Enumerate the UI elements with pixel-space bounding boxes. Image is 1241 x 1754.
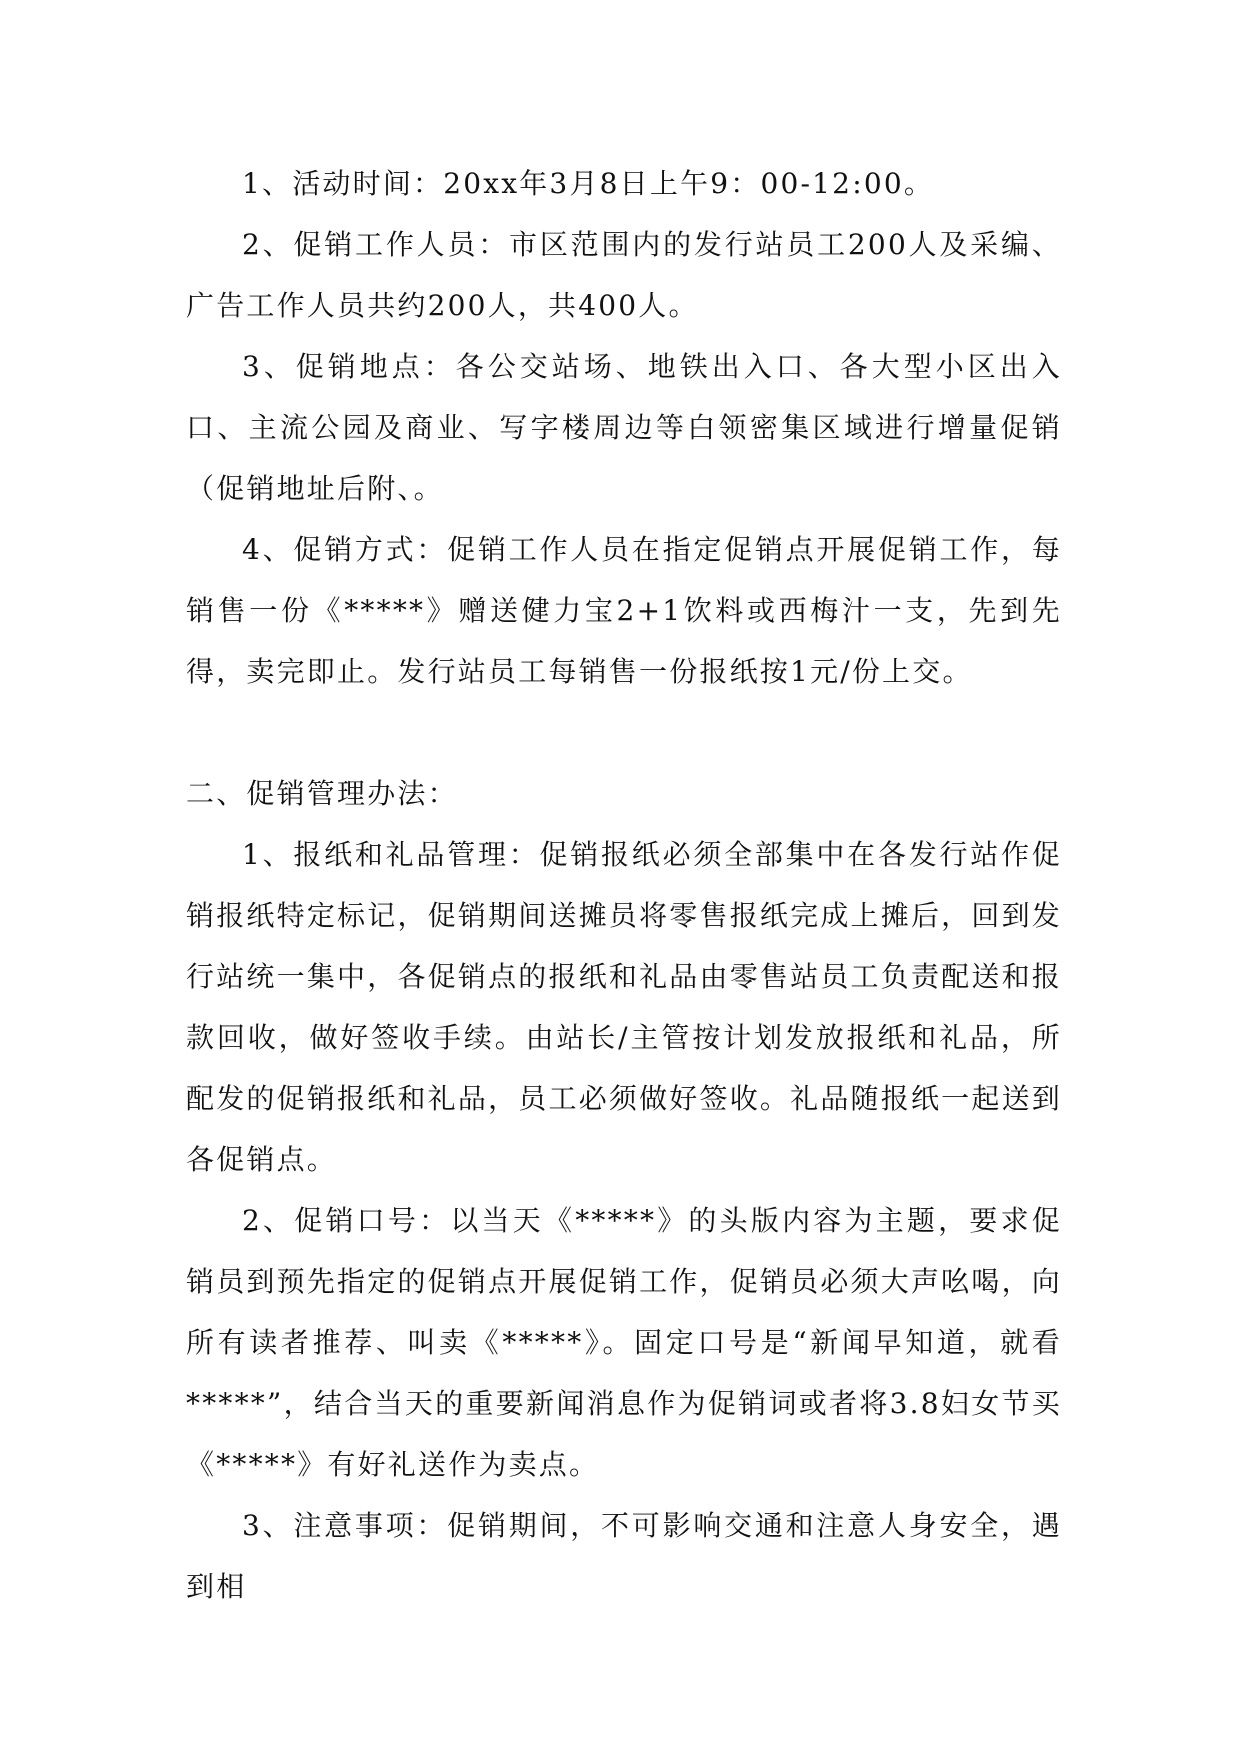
paragraph-promotion-staff: 2、促销工作人员：市区范围内的发行站员工200人及采编、广告工作人员共约200人，共400人。 — [186, 228, 1062, 322]
paragraph-promotion-location: 3、促销地点：各公交站场、地铁出入口、各大型小区出入口、主流公园及商业、写字楼周边等白领密集区域进行增量促销（促销地址后附、。 — [186, 350, 1062, 505]
paragraph-promotion-method: 4、促销方式：促销工作人员在指定促销点开展促销工作，每销售一份《*****》赠送健力宝2+1饮料或西梅汁一支，先到先得，卖完即止。发行站员工每销售一份报纸按1元/份上交。 — [186, 533, 1062, 688]
document-body — [186, 153, 1062, 1617]
section-heading: 二、促销管理办法： — [186, 777, 458, 810]
paragraph-activity-time: 1、活动时间：20xx年3月8日上午9：00-12:00。 — [242, 167, 935, 200]
paragraph-newspaper-gift-management: 1、报纸和礼品管理：促销报纸必须全部集中在各发行站作促销报纸特定标记，促销期间送摊员将零售报纸完成上摊后，回到发行站统一集中，各促销点的报纸和礼品由零售站员工负责配送和报款回收，做好签收手续。由站长/主管按计划发放报纸和礼品，所配发的促销报纸和礼品，员工必须做好签收。礼品随报纸一起送到各促销点。 — [186, 838, 1062, 1176]
paragraph-promotion-slogan: 2、促销口号：以当天《*****》的头版内容为主题，要求促销员到预先指定的促销点开展促销工作，促销员必须大声吆喝，向所有读者推荐、叫卖《*****》。固定口号是“新闻早知道，就看*****”，结合当天的重要新闻消息作为促销词或者将3.8妇女节买《*****》有好礼送作为卖点。 — [186, 1204, 1062, 1481]
paragraph-notes: 3、注意事项：促销期间，不可影响交通和注意人身安全，遇到相 — [186, 1509, 1062, 1603]
